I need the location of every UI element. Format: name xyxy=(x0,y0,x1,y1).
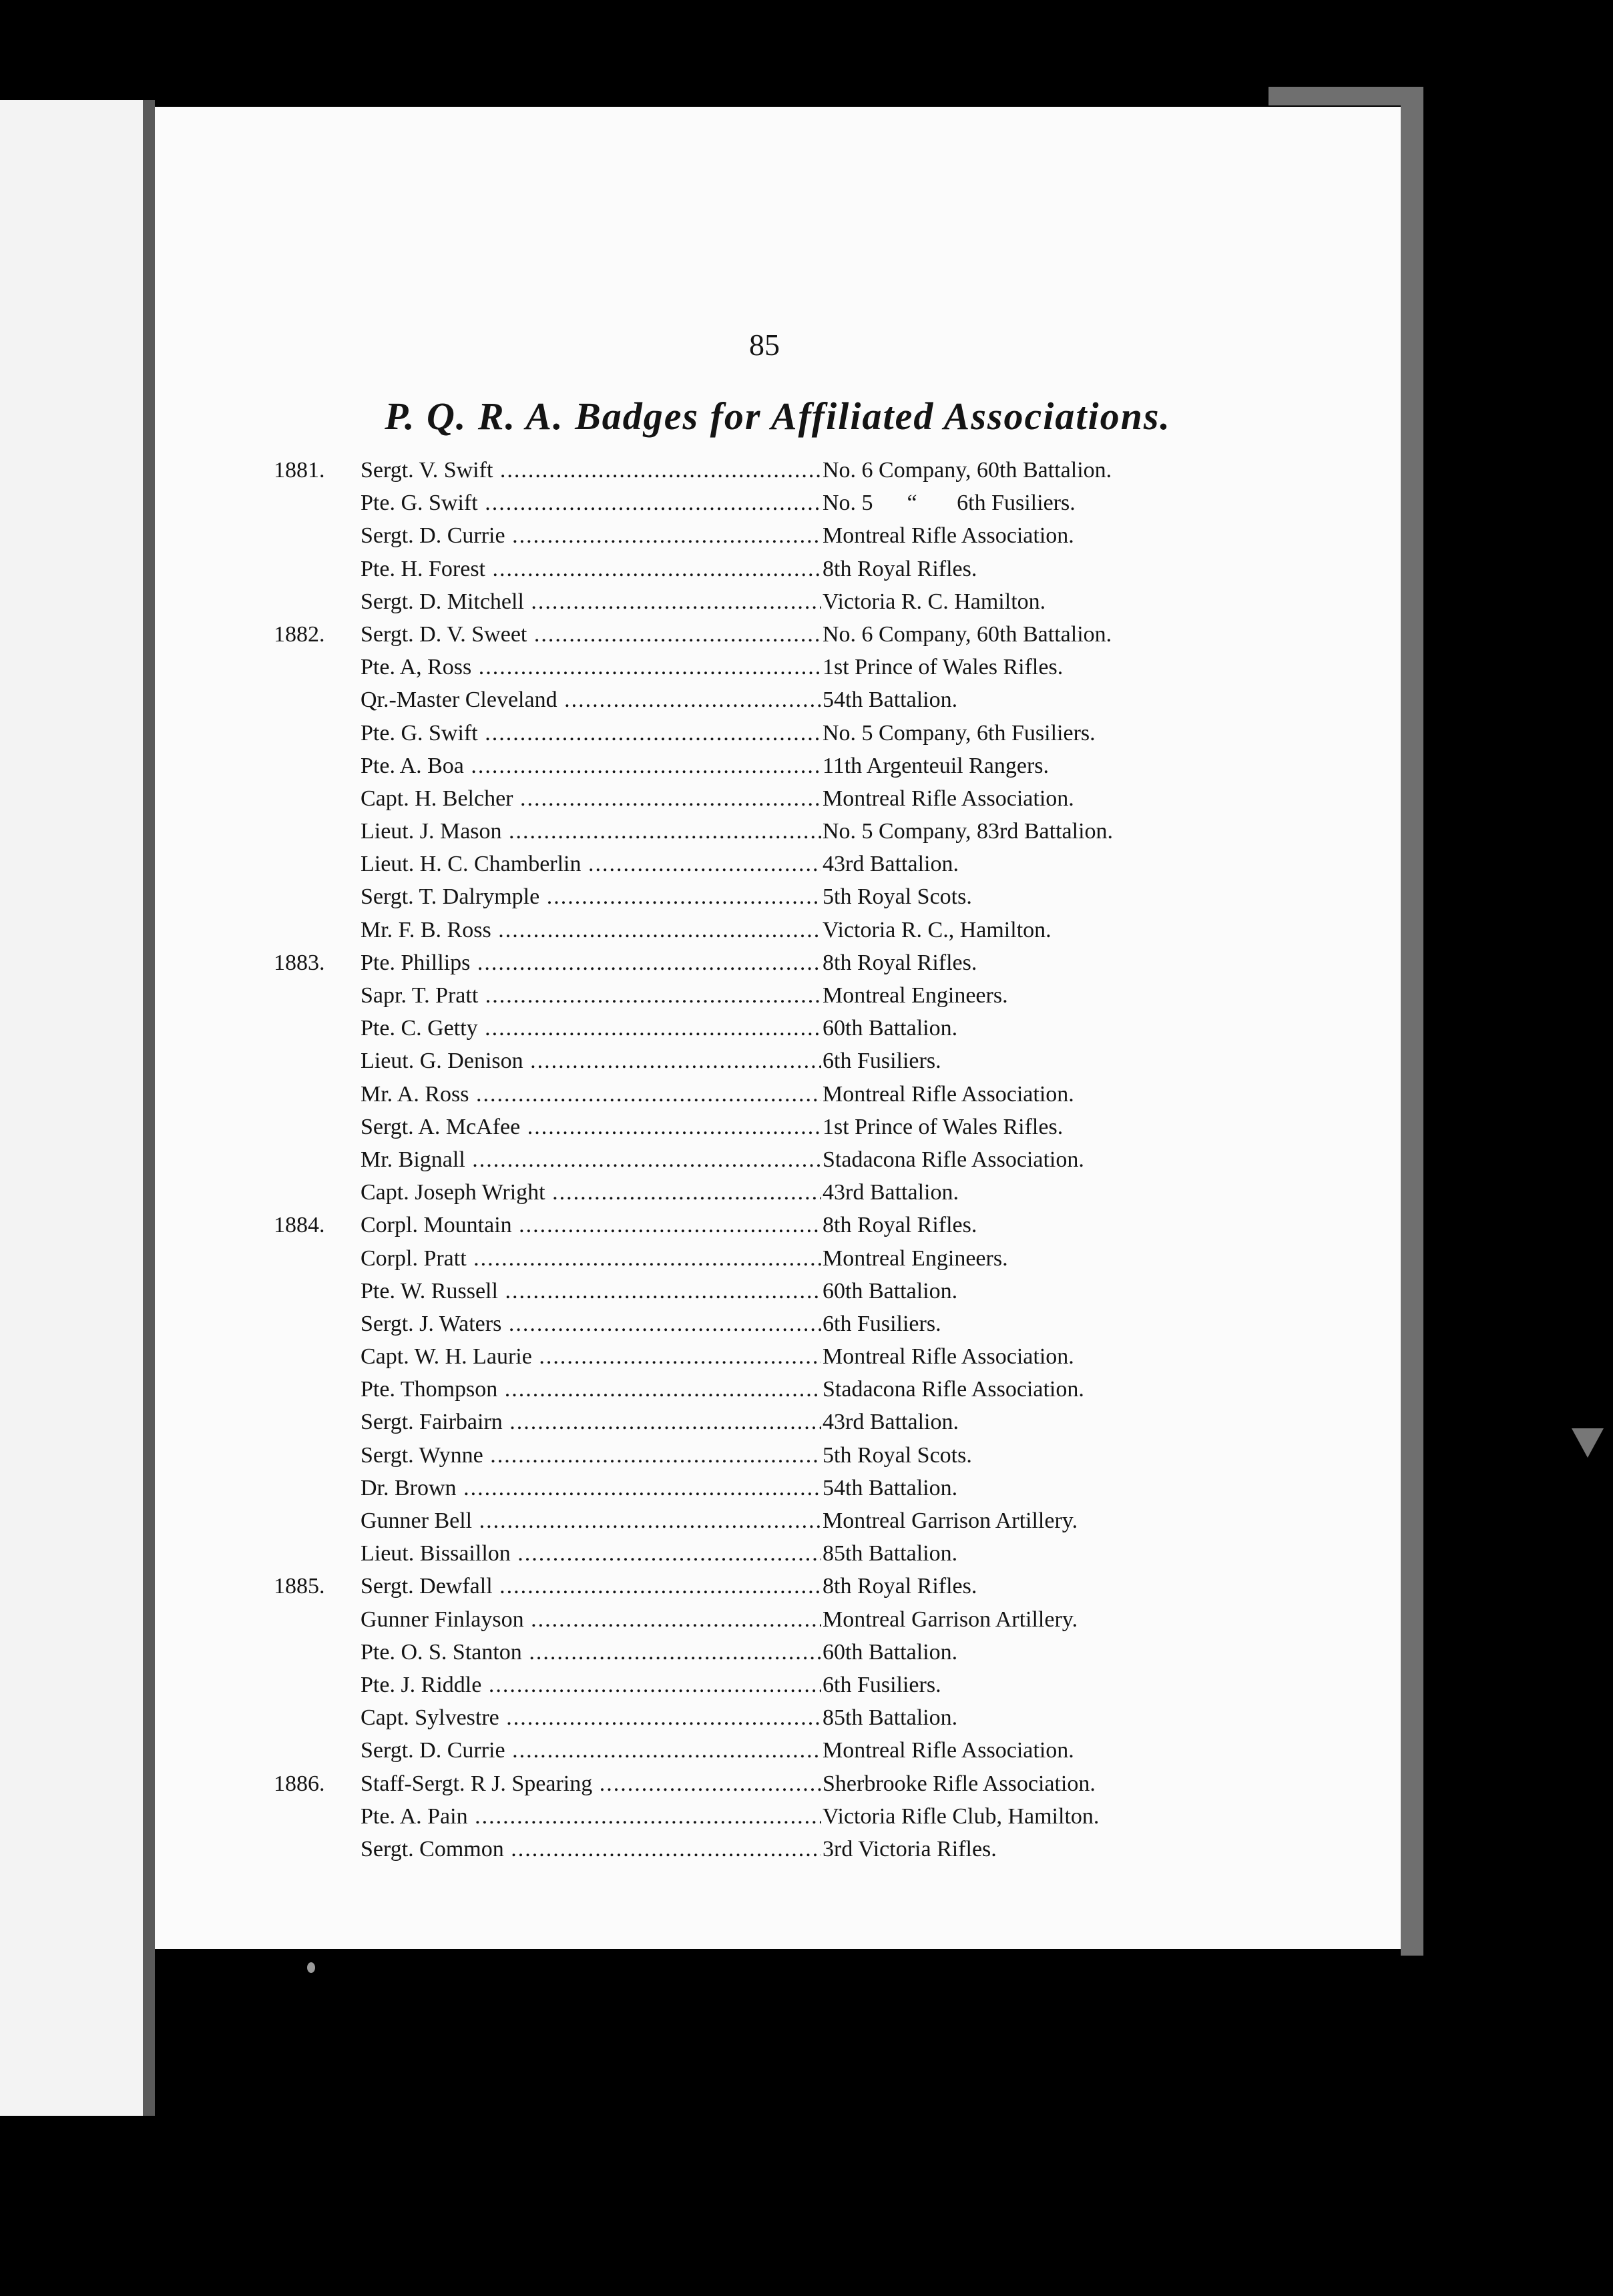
entry-name xyxy=(361,815,821,848)
entry-unit: Victoria R. C., Hamilton. xyxy=(821,914,1052,946)
entry-unit: 3rd Victoria Rifles. xyxy=(821,1833,997,1866)
entry-unit: Montreal Rifle Association. xyxy=(821,519,1074,552)
entry-unit: Stadacona Rifle Association. xyxy=(821,1143,1084,1176)
entry-name-text: Pte. Thompson xyxy=(361,1377,498,1402)
entry-name xyxy=(361,946,821,979)
entry-unit: 1st Prince of Wales Rifles. xyxy=(821,1111,1063,1143)
list-item xyxy=(274,1111,1342,1143)
cover-board-edge xyxy=(1401,87,1423,1956)
entry-name xyxy=(361,1800,821,1833)
list-item xyxy=(274,487,1342,519)
list-item xyxy=(274,1767,1342,1800)
entry-name xyxy=(361,1537,821,1570)
entry-name xyxy=(361,519,821,552)
list-item xyxy=(274,782,1342,815)
entry-unit: 54th Battalion. xyxy=(821,1472,957,1504)
list-item xyxy=(274,1472,1342,1504)
entry-unit: Montreal Engineers. xyxy=(821,1242,1008,1275)
entry-unit: 6th Fusiliers. xyxy=(821,1308,941,1340)
list-item xyxy=(274,585,1342,618)
entry-name-text: Pte. O. S. Stanton xyxy=(361,1639,522,1665)
list-item xyxy=(274,979,1342,1012)
entry-name-text: Pte. A. Boa xyxy=(361,753,464,778)
list-item xyxy=(274,946,1342,979)
entry-name-text: Sergt. V. Swift xyxy=(361,458,493,483)
entry-name xyxy=(361,1340,821,1373)
list-item xyxy=(274,1078,1342,1111)
entry-unit: No. 5 Company, 6th Fusiliers. xyxy=(821,717,1096,750)
entry-unit: 8th Royal Rifles. xyxy=(821,553,977,585)
entry-name-text: Sergt. Wynne xyxy=(361,1442,483,1468)
list-item xyxy=(274,1340,1342,1373)
entry-name xyxy=(361,1078,821,1111)
entry-unit: 11th Argenteuil Rangers. xyxy=(821,750,1049,782)
entry-unit: Montreal Garrison Artillery. xyxy=(821,1504,1078,1537)
entry-name-text: Capt. H. Belcher xyxy=(361,786,513,811)
page-heading: P. Q. R. A. Badges for Affiliated Associations. xyxy=(385,394,1171,438)
entry-name-text: Lieut. G. Denison xyxy=(361,1049,523,1074)
list-item xyxy=(274,1209,1342,1241)
entry-year: 1885. xyxy=(274,1574,325,1599)
entry-name xyxy=(361,1242,821,1275)
list-item xyxy=(274,1570,1342,1603)
entry-name xyxy=(361,1669,821,1701)
entry-name xyxy=(361,1603,821,1636)
entry-name-text: Pte. A. Pain xyxy=(361,1803,468,1829)
list-item xyxy=(274,1636,1342,1669)
list-item xyxy=(274,1143,1342,1176)
entry-unit: 43rd Battalion. xyxy=(821,848,959,880)
entry-name xyxy=(361,1504,821,1537)
list-item xyxy=(274,1701,1342,1734)
list-item xyxy=(274,553,1342,585)
entry-name-text: Pte. W. Russell xyxy=(361,1278,498,1304)
list-item xyxy=(274,1373,1342,1406)
entry-unit: 6th Fusiliers. xyxy=(821,1045,941,1077)
entry-name-text: Sergt. A. McAfee xyxy=(361,1114,521,1139)
entry-name xyxy=(361,1111,821,1143)
entry-name-text: Pte. A, Ross xyxy=(361,655,472,680)
entry-name-text: Lieut. H. C. Chamberlin xyxy=(361,852,582,877)
list-item xyxy=(274,1406,1342,1438)
list-item xyxy=(274,1504,1342,1537)
entry-name xyxy=(361,1701,821,1734)
entry-name-text: Lieut. J. Mason xyxy=(361,819,502,844)
list-item xyxy=(274,618,1342,651)
entry-name-text: Lieut. Bissaillon xyxy=(361,1541,511,1566)
entry-name xyxy=(361,1143,821,1176)
entry-name-text: Pte. G. Swift xyxy=(361,491,478,516)
entry-unit: Montreal Engineers. xyxy=(821,979,1008,1012)
entry-unit: No. 6 Company, 60th Battalion. xyxy=(821,618,1112,651)
list-item xyxy=(274,1669,1342,1701)
entry-name xyxy=(361,1406,821,1438)
entry-name-text: Pte. G. Swift xyxy=(361,720,478,746)
entry-unit: Montreal Rifle Association. xyxy=(821,1340,1074,1373)
entry-name-text: Gunner Bell xyxy=(361,1508,473,1533)
list-item xyxy=(274,1833,1342,1866)
entry-unit: 8th Royal Rifles. xyxy=(821,1209,977,1241)
entry-unit: 1st Prince of Wales Rifles. xyxy=(821,651,1063,683)
entry-unit: Montreal Rifle Association. xyxy=(821,1078,1074,1111)
list-item xyxy=(274,454,1342,487)
entry-year: 1882. xyxy=(274,621,325,647)
entry-name xyxy=(361,1439,821,1472)
entry-year: 1886. xyxy=(274,1771,325,1796)
entry-name-text: Sergt. Common xyxy=(361,1836,504,1861)
entry-name xyxy=(361,618,821,651)
entry-name xyxy=(361,585,821,618)
entry-name xyxy=(361,487,821,519)
entry-unit: Montreal Rifle Association. xyxy=(821,782,1074,815)
entry-name xyxy=(361,1734,821,1767)
entry-name-text: Mr. Bignall xyxy=(361,1147,465,1172)
list-item xyxy=(274,750,1342,782)
entry-name-text: Sergt. Fairbairn xyxy=(361,1410,503,1435)
list-item xyxy=(274,914,1342,946)
entry-name-text: Sergt. D. Currie xyxy=(361,523,505,549)
entry-name xyxy=(361,1012,821,1045)
entry-name xyxy=(361,1308,821,1340)
entry-name xyxy=(361,979,821,1012)
list-item xyxy=(274,815,1342,848)
book-spine xyxy=(143,100,155,2116)
entry-name-text: Sergt. D. Mitchell xyxy=(361,589,524,614)
entry-name-text: Mr. F. B. Ross xyxy=(361,917,491,942)
entry-name xyxy=(361,848,821,880)
list-item xyxy=(274,1439,1342,1472)
list-item xyxy=(274,848,1342,880)
entry-name-text: Qr.-Master Cleveland xyxy=(361,687,557,713)
list-item xyxy=(274,651,1342,683)
entry-name xyxy=(361,683,821,716)
entry-name-text: Dr. Brown xyxy=(361,1475,457,1500)
entry-name xyxy=(361,782,821,815)
entry-name-text: Sergt. Dewfall xyxy=(361,1574,493,1599)
entry-name xyxy=(361,454,821,487)
entry-unit: 8th Royal Rifles. xyxy=(821,946,977,979)
entry-unit: No. 6 Company, 60th Battalion. xyxy=(821,454,1112,487)
entry-name xyxy=(361,1275,821,1308)
entry-name-text: Sergt. D. V. Sweet xyxy=(361,621,527,647)
entry-name xyxy=(361,1045,821,1077)
badge-list xyxy=(274,454,1342,1866)
entry-unit: 60th Battalion. xyxy=(821,1275,957,1308)
entry-name-text: Pte. Phillips xyxy=(361,950,471,975)
entry-name xyxy=(361,750,821,782)
entry-name xyxy=(361,717,821,750)
entry-name xyxy=(361,1570,821,1603)
entry-name-text: Corpl. Pratt xyxy=(361,1245,467,1271)
entry-unit: Stadacona Rifle Association. xyxy=(821,1373,1084,1406)
entry-unit: Montreal Garrison Artillery. xyxy=(821,1603,1078,1636)
entry-unit: 54th Battalion. xyxy=(821,683,957,716)
entry-name-text: Sergt. D. Currie xyxy=(361,1738,505,1763)
list-item xyxy=(274,1308,1342,1340)
entry-unit: No. 5 “ 6th Fusiliers. xyxy=(821,487,1076,519)
list-item xyxy=(274,717,1342,750)
list-item xyxy=(274,1603,1342,1636)
entry-name xyxy=(361,1636,821,1669)
list-item xyxy=(274,1242,1342,1275)
entry-year: 1884. xyxy=(274,1213,325,1238)
entry-year: 1883. xyxy=(274,950,325,975)
entry-name-text: Capt. Sylvestre xyxy=(361,1705,499,1731)
entry-name-text: Sergt. J. Waters xyxy=(361,1311,502,1336)
entry-name-text: Pte. H. Forest xyxy=(361,556,485,581)
entry-name xyxy=(361,553,821,585)
entry-unit: 85th Battalion. xyxy=(821,1701,957,1734)
scan-clip-mark xyxy=(1572,1428,1604,1458)
entry-name-text: Staff-Sergt. R J. Spearing xyxy=(361,1771,593,1796)
entry-unit: 85th Battalion. xyxy=(821,1537,957,1570)
list-item xyxy=(274,1800,1342,1833)
entry-name-text: Sergt. T. Dalrymple xyxy=(361,884,540,910)
list-item xyxy=(274,1176,1342,1209)
paper-speck xyxy=(307,1962,315,1973)
entry-unit: 60th Battalion. xyxy=(821,1012,957,1045)
entry-name xyxy=(361,1373,821,1406)
list-item xyxy=(274,880,1342,913)
list-item xyxy=(274,1012,1342,1045)
list-item xyxy=(274,1045,1342,1077)
entry-unit: Victoria R. C. Hamilton. xyxy=(821,585,1046,618)
left-page-edge xyxy=(0,100,147,2116)
entry-year: 1881. xyxy=(274,458,325,483)
entry-unit: 6th Fusiliers. xyxy=(821,1669,941,1701)
entry-unit: 5th Royal Scots. xyxy=(821,880,972,913)
entry-name-text: Corpl. Mountain xyxy=(361,1213,512,1238)
entry-name-text: Capt. Joseph Wright xyxy=(361,1180,545,1205)
entry-name xyxy=(361,1833,821,1866)
entry-unit: Sherbrooke Rifle Association. xyxy=(821,1767,1096,1800)
book-page xyxy=(155,107,1401,1949)
entry-unit: No. 5 Company, 83rd Battalion. xyxy=(821,815,1113,848)
entry-name xyxy=(361,1472,821,1504)
entry-name xyxy=(361,1767,821,1800)
list-item xyxy=(274,519,1342,552)
list-item xyxy=(274,1275,1342,1308)
entry-name xyxy=(361,914,821,946)
list-item xyxy=(274,683,1342,716)
entry-name-text: Sapr. T. Pratt xyxy=(361,983,479,1008)
entry-name-text: Pte. J. Riddle xyxy=(361,1672,482,1697)
entry-unit: Montreal Rifle Association. xyxy=(821,1734,1074,1767)
entry-name xyxy=(361,880,821,913)
list-item xyxy=(274,1537,1342,1570)
entry-unit: 8th Royal Rifles. xyxy=(821,1570,977,1603)
entry-name-text: Mr. A. Ross xyxy=(361,1081,469,1107)
entry-name xyxy=(361,1176,821,1209)
entry-unit: 43rd Battalion. xyxy=(821,1176,959,1209)
entry-name-text: Pte. C. Getty xyxy=(361,1016,478,1041)
entry-unit: 60th Battalion. xyxy=(821,1636,957,1669)
list-item xyxy=(274,1734,1342,1767)
entry-unit: 43rd Battalion. xyxy=(821,1406,959,1438)
entry-name xyxy=(361,1209,821,1241)
page-number: 85 xyxy=(749,328,780,362)
entry-unit: 5th Royal Scots. xyxy=(821,1439,972,1472)
entry-name-text: Capt. W. H. Laurie xyxy=(361,1344,532,1370)
entry-name xyxy=(361,651,821,683)
entry-name-text: Gunner Finlayson xyxy=(361,1607,524,1632)
entry-unit: Victoria Rifle Club, Hamilton. xyxy=(821,1800,1099,1833)
